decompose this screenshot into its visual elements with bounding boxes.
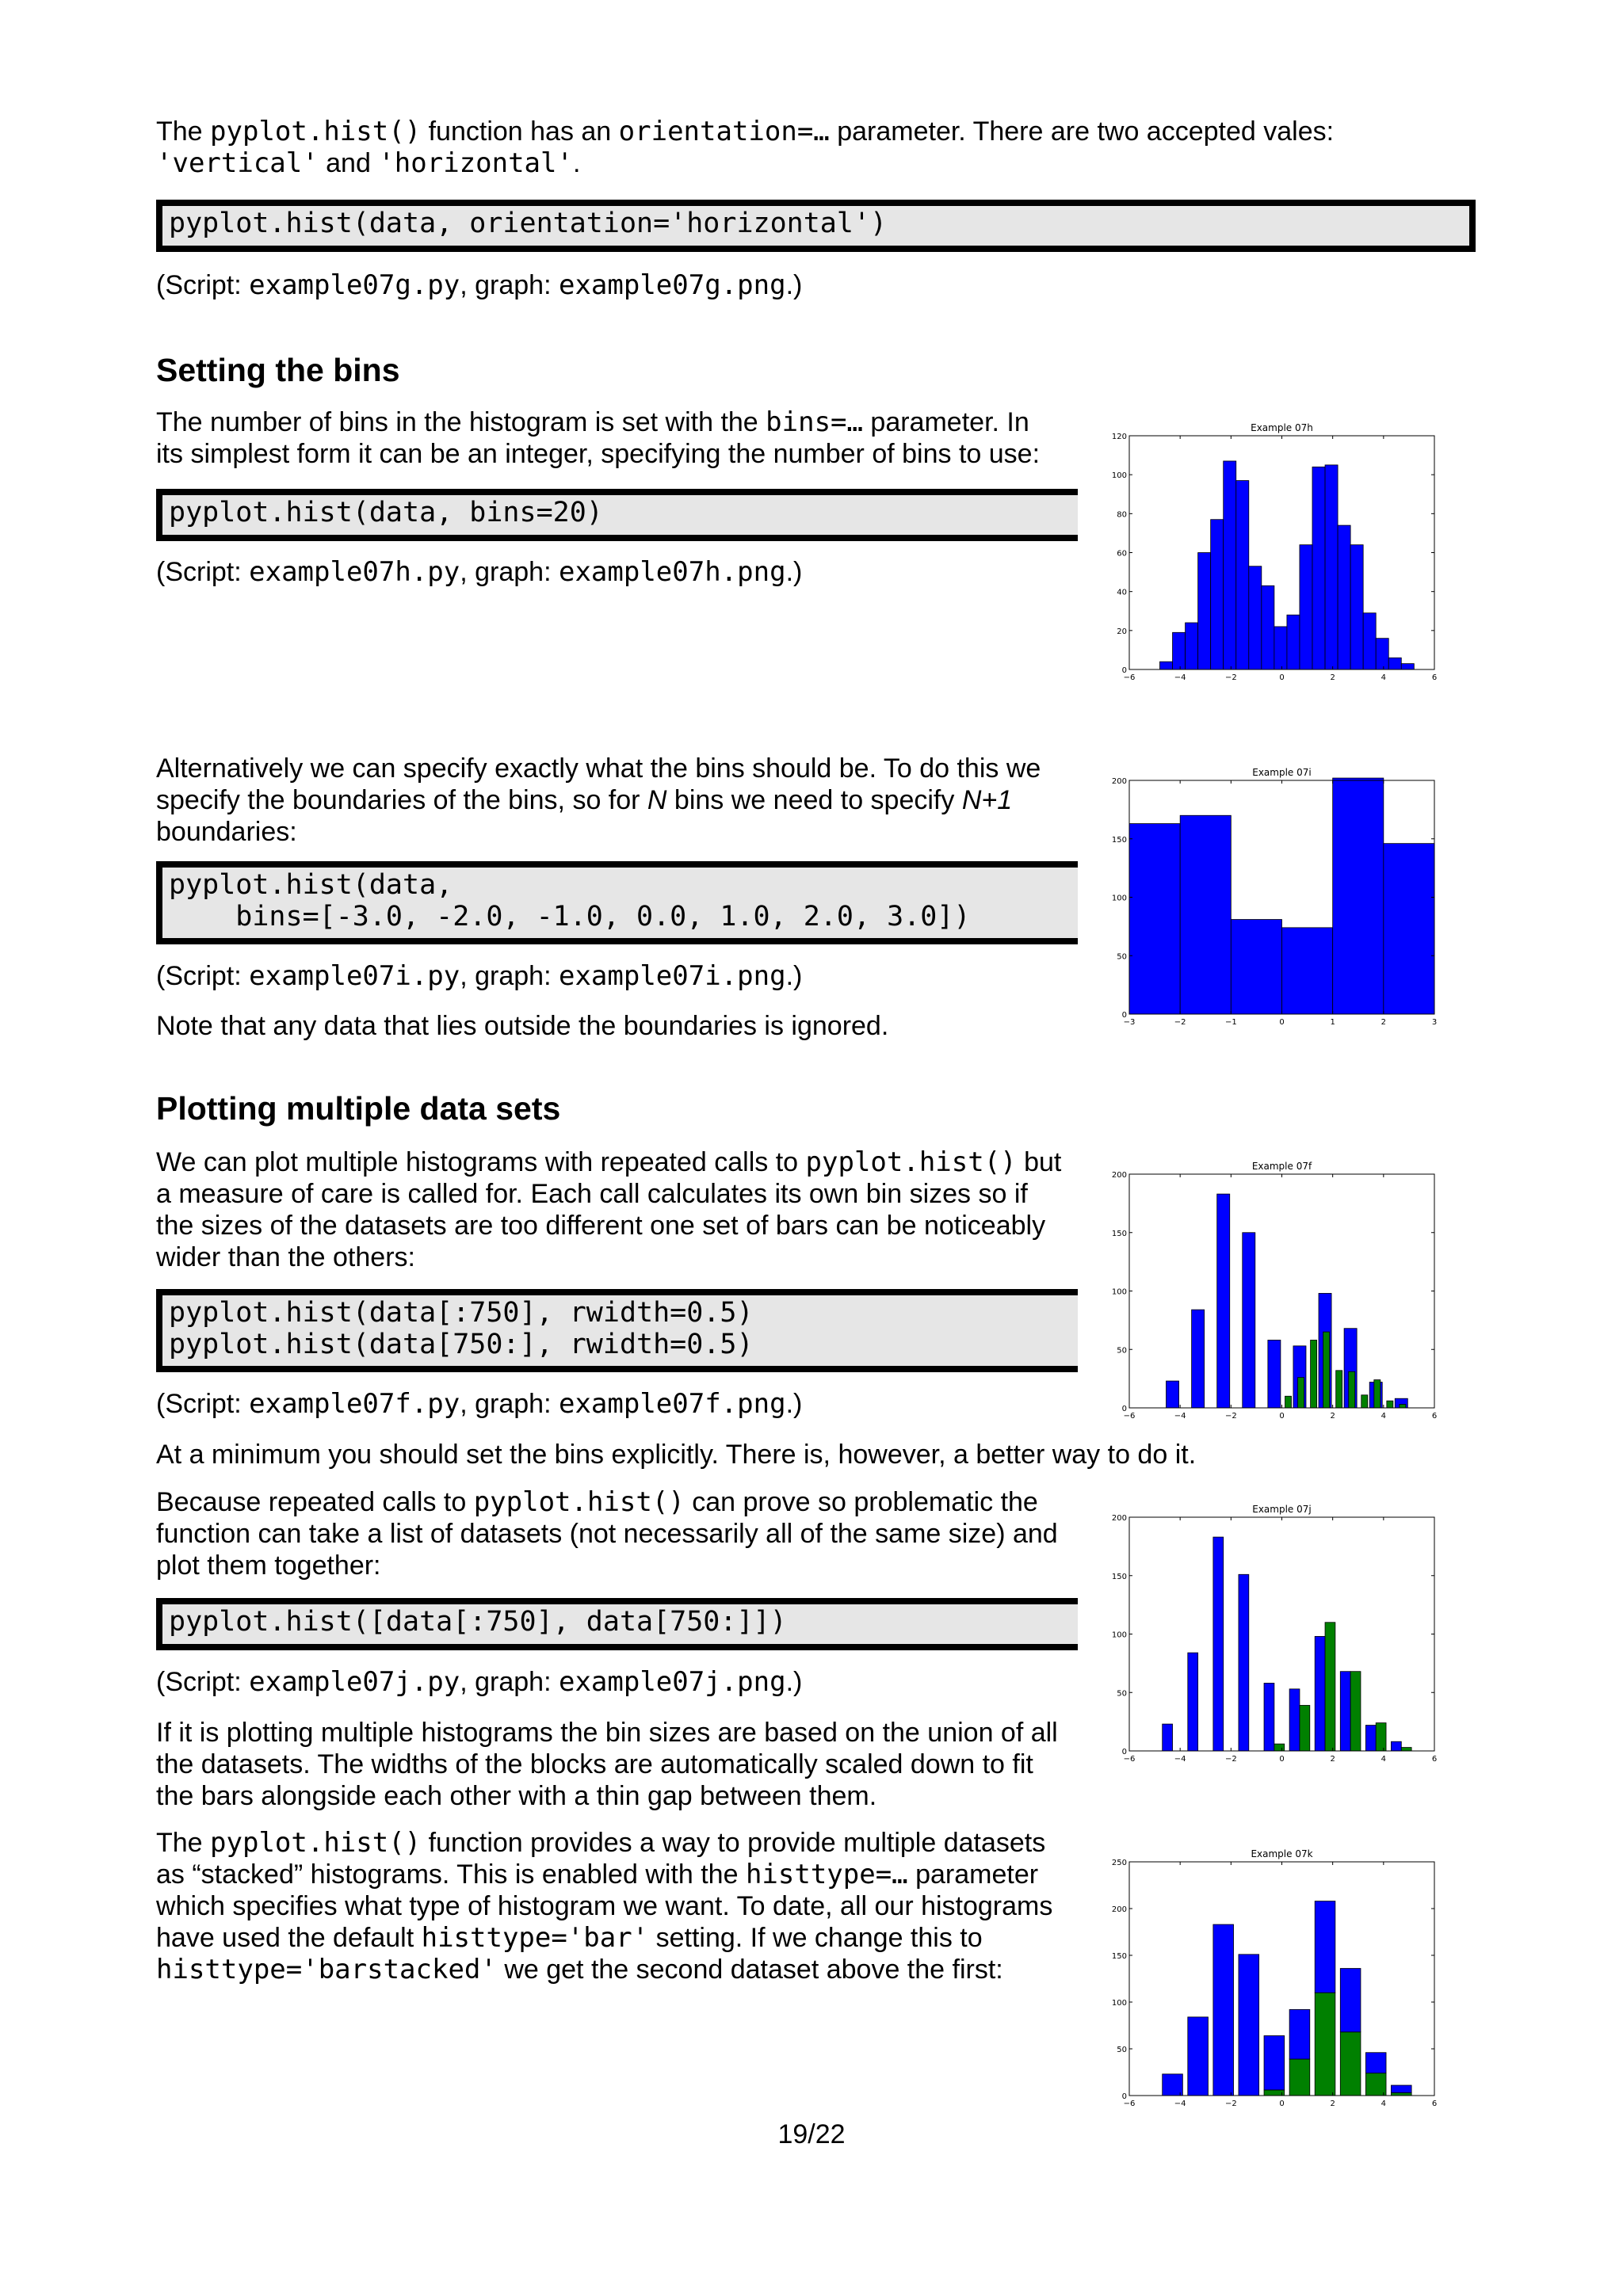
histogram-bar xyxy=(1180,815,1231,1014)
histogram-bar-blue xyxy=(1365,1726,1376,1751)
y-tick-label: 50 xyxy=(1117,2046,1127,2054)
histogram-bar-green xyxy=(1311,1340,1317,1408)
x-tick-label: −4 xyxy=(1174,673,1186,681)
union-paragraph: If it is plotting multiple histograms the bin sizes are based on the union of all the datasets. The widths of the blocks are automatically scaled down to fit the bars alongside each other with a thin gap between them. xyxy=(156,1718,1058,1811)
histogram-bar xyxy=(1338,525,1350,669)
stacked-bar-green xyxy=(1340,2032,1361,2096)
stacked-bar-blue xyxy=(1264,2035,1285,2089)
y-tick-label: 120 xyxy=(1111,433,1127,441)
histogram-bar xyxy=(1160,662,1173,669)
stacked-bar-blue xyxy=(1289,2009,1310,2059)
x-tick-label: 2 xyxy=(1330,673,1335,681)
x-tick-label: −4 xyxy=(1174,2100,1186,2107)
histogram-bar-blue xyxy=(1192,1310,1205,1408)
histogram-bar-green xyxy=(1300,1705,1310,1751)
histogram-bar-green xyxy=(1298,1378,1304,1408)
x-tick-label: 0 xyxy=(1279,1755,1285,1763)
histogram-bar xyxy=(1401,664,1414,669)
chart-title: Example 07k xyxy=(1251,1848,1313,1859)
script-caption-i: (Script: example07i.py, graph: example07i.png.) xyxy=(156,960,803,992)
x-tick-label: −4 xyxy=(1174,1755,1186,1763)
y-tick-label: 80 xyxy=(1117,510,1127,520)
heading-multiple-datasets: Plotting multiple data sets xyxy=(156,1090,561,1127)
stacked-bar-green xyxy=(1315,1993,1335,2096)
chart-example-07i xyxy=(1098,765,1446,1026)
chart-example-07k xyxy=(1098,1846,1446,2107)
histogram-bar-blue xyxy=(1268,1340,1281,1408)
x-tick-label: −6 xyxy=(1123,673,1136,681)
x-tick-label: 6 xyxy=(1431,673,1438,681)
stacked-bar-green xyxy=(1365,2073,1386,2096)
y-tick-label: 0 xyxy=(1121,1011,1127,1020)
histogram-bar xyxy=(1249,566,1262,669)
y-tick-label: 50 xyxy=(1117,1689,1127,1699)
histogram-bar xyxy=(1350,545,1363,669)
x-tick-label: 4 xyxy=(1381,1412,1387,1420)
script-caption-g: (Script: example07g.py, graph: example07g.png.) xyxy=(156,269,803,301)
chart-svg-k xyxy=(1098,1846,1446,2107)
stacked-bar-blue xyxy=(1365,2053,1386,2073)
x-tick-label: 4 xyxy=(1381,2100,1387,2107)
chart-example-07j xyxy=(1098,1501,1446,1763)
histogram-bar xyxy=(1325,465,1338,669)
histogram-bar xyxy=(1300,545,1312,669)
x-tick-label: 0 xyxy=(1279,1018,1285,1026)
x-tick-label: 0 xyxy=(1279,2100,1285,2107)
histogram-bar-blue xyxy=(1315,1636,1325,1751)
y-tick-label: 0 xyxy=(1121,2092,1127,2101)
histogram-bar-blue xyxy=(1188,1653,1198,1751)
multi-paragraph: We can plot multiple histograms with repeated calls to pyplot.hist() but a measure of care is called for. Each call calculates its own bin sizes so if the sizes of the datasets are too different one set of bars can be noticeably wider than the others: xyxy=(156,1146,1062,1272)
x-tick-label: 6 xyxy=(1431,2100,1438,2107)
y-tick-label: 100 xyxy=(1111,471,1127,481)
chart-svg-f xyxy=(1098,1158,1446,1420)
script-caption-f: (Script: example07f.py, graph: example07f.png.) xyxy=(156,1388,803,1420)
chart-example-07f xyxy=(1098,1158,1446,1420)
y-tick-label: 100 xyxy=(1111,894,1127,903)
x-tick-label: −2 xyxy=(1224,1755,1237,1763)
x-tick-label: −2 xyxy=(1224,1412,1237,1420)
histogram-bar-green xyxy=(1336,1371,1342,1408)
code-block-h: pyplot.hist(data, bins=20) xyxy=(156,489,1078,541)
y-tick-label: 200 xyxy=(1111,1905,1127,1914)
x-tick-label: −4 xyxy=(1174,1412,1186,1420)
because-paragraph: Because repeated calls to pyplot.hist() can prove so problematic the function can take a list of datasets (not necessarily all of the same size) and plot them together: xyxy=(156,1486,1058,1581)
x-tick-label: 6 xyxy=(1431,1755,1438,1763)
y-tick-label: 40 xyxy=(1117,588,1127,597)
histogram-bar-green xyxy=(1350,1672,1361,1751)
stacked-bar-green xyxy=(1264,2090,1285,2096)
y-tick-label: 100 xyxy=(1111,1999,1127,2008)
x-tick-label: 4 xyxy=(1381,1755,1387,1763)
x-tick-label: 2 xyxy=(1381,1018,1387,1026)
code-block-f: pyplot.hist(data[:750], rwidth=0.5) pyplot.hist(data[750:], rwidth=0.5) xyxy=(156,1289,1078,1372)
stacked-bar-blue xyxy=(1188,2017,1209,2096)
y-tick-label: 100 xyxy=(1111,1630,1127,1640)
histogram-bar xyxy=(1287,615,1300,669)
y-tick-label: 0 xyxy=(1121,1405,1127,1413)
y-tick-label: 200 xyxy=(1111,777,1127,786)
histogram-bar-blue xyxy=(1163,1724,1173,1751)
chart-title: Example 07j xyxy=(1252,1504,1312,1515)
histogram-bar-blue xyxy=(1217,1194,1230,1408)
x-tick-label: 2 xyxy=(1330,2100,1335,2107)
alternative-paragraph: Alternatively we can specify exactly what the bins should be. To do this we specify the boundaries of the bins, so for N bins we need to specify N+1 boundaries: xyxy=(156,753,1041,847)
chart-svg-h xyxy=(1098,420,1446,681)
x-tick-label: 0 xyxy=(1279,673,1285,681)
heading-setting-bins: Setting the bins xyxy=(156,352,400,388)
histogram-bar xyxy=(1231,920,1281,1014)
code-block-j: pyplot.hist([data[:750], data[750:]]) xyxy=(156,1598,1078,1650)
histogram-bar-blue xyxy=(1167,1381,1179,1408)
histogram-bar-blue xyxy=(1264,1683,1274,1751)
histogram-bar-green xyxy=(1285,1396,1292,1408)
script-caption-h: (Script: example07h.py, graph: example07h.png.) xyxy=(156,556,803,588)
histogram-bar xyxy=(1388,658,1401,669)
histogram-bar xyxy=(1198,553,1211,670)
histogram-bar xyxy=(1262,585,1274,669)
x-tick-label: −6 xyxy=(1123,1755,1136,1763)
intro-paragraph: The pyplot.hist() function has an orientation=… parameter. There are two accepted vales: 'vertical' and 'horizontal'. xyxy=(156,116,1335,179)
histogram-bar-blue xyxy=(1340,1672,1350,1751)
note-paragraph: Note that any data that lies outside the boundaries is ignored. xyxy=(156,1011,889,1041)
histogram-bar-green xyxy=(1323,1332,1330,1408)
x-tick-label: −1 xyxy=(1224,1018,1237,1026)
script-caption-j: (Script: example07j.py, graph: example07j.png.) xyxy=(156,1666,803,1698)
page-number: 19/22 xyxy=(777,2119,846,2149)
y-tick-label: 0 xyxy=(1121,666,1127,675)
plot-frame xyxy=(1129,1174,1434,1408)
x-tick-label: 4 xyxy=(1381,673,1387,681)
x-tick-label: 0 xyxy=(1279,1412,1285,1420)
y-tick-label: 150 xyxy=(1111,835,1127,845)
x-tick-label: 2 xyxy=(1330,1412,1335,1420)
y-tick-label: 250 xyxy=(1111,1859,1127,1867)
chart-example-07h xyxy=(1098,420,1446,681)
stacked-paragraph: The pyplot.hist() function provides a way to provide multiple datasets as “stacked” histograms. This is enabled with the histtype=… parameter which specifies what type of histogram we want. To date, all our histograms have used the default histtype='bar' setting. If we change this to histtype='barstacked' we get the second dataset above the first: xyxy=(156,1827,1053,1985)
histogram-bar xyxy=(1236,481,1249,669)
histogram-bar-blue xyxy=(1243,1233,1255,1408)
x-tick-label: −2 xyxy=(1174,1018,1186,1026)
histogram-bar xyxy=(1282,928,1333,1014)
histogram-bar-green xyxy=(1387,1401,1393,1408)
histogram-bar-green xyxy=(1400,1405,1406,1408)
stacked-bar-blue xyxy=(1340,1969,1361,2032)
y-tick-label: 20 xyxy=(1117,627,1127,636)
stacked-bar-blue xyxy=(1163,2074,1183,2096)
stacked-bar-blue xyxy=(1213,1924,1234,2096)
y-tick-label: 50 xyxy=(1117,952,1127,962)
x-tick-label: −3 xyxy=(1123,1018,1136,1026)
histogram-bar-green xyxy=(1376,1723,1386,1751)
y-tick-label: 150 xyxy=(1111,1229,1127,1238)
y-tick-label: 150 xyxy=(1111,1952,1127,1961)
histogram-bar-green xyxy=(1401,1748,1411,1751)
histogram-bar-blue xyxy=(1289,1689,1300,1751)
histogram-bar xyxy=(1129,824,1180,1014)
stacked-bar-blue xyxy=(1315,1901,1335,1993)
y-tick-label: 150 xyxy=(1111,1572,1127,1581)
histogram-bar-green xyxy=(1374,1380,1381,1408)
histogram-bar xyxy=(1363,613,1376,669)
chart-title: Example 07i xyxy=(1252,767,1312,778)
y-tick-label: 0 xyxy=(1121,1748,1127,1756)
y-tick-label: 200 xyxy=(1111,1171,1127,1180)
x-tick-label: −6 xyxy=(1123,2100,1136,2107)
histogram-bar-blue xyxy=(1213,1537,1224,1751)
stacked-bar-blue xyxy=(1239,1955,1259,2096)
code-block-i: pyplot.hist(data, bins=[-3.0, -2.0, -1.0, 0.0, 1.0, 2.0, 3.0]) xyxy=(156,861,1078,944)
chart-title: Example 07f xyxy=(1251,1161,1312,1172)
histogram-bar-green xyxy=(1349,1371,1355,1408)
histogram-bar-blue xyxy=(1391,1741,1401,1751)
chart-svg-i xyxy=(1098,765,1446,1026)
code-block-g: pyplot.hist(data, orientation='horizontal') xyxy=(156,200,1476,252)
histogram-bar xyxy=(1173,632,1186,669)
bins-paragraph: The number of bins in the histogram is set with the bins=… parameter. In its simplest form it can be an integer, specifying the number of bins to use: xyxy=(156,406,1041,469)
histogram-bar xyxy=(1376,639,1388,669)
histogram-bar xyxy=(1274,627,1287,669)
histogram-bar-green xyxy=(1325,1623,1335,1751)
histogram-bar xyxy=(1224,461,1236,669)
y-tick-label: 100 xyxy=(1111,1287,1127,1297)
histogram-bar xyxy=(1211,520,1224,669)
chart-title: Example 07h xyxy=(1251,422,1313,433)
x-tick-label: −2 xyxy=(1224,673,1237,681)
histogram-bar-green xyxy=(1274,1744,1285,1751)
histogram-bar-blue xyxy=(1239,1574,1249,1751)
x-tick-label: 6 xyxy=(1431,1412,1438,1420)
x-tick-label: −2 xyxy=(1224,2100,1237,2107)
x-tick-label: −6 xyxy=(1123,1412,1136,1420)
y-tick-label: 60 xyxy=(1117,549,1127,559)
plot-frame xyxy=(1129,1517,1434,1751)
chart-svg-j xyxy=(1098,1501,1446,1763)
stacked-bar-green xyxy=(1289,2059,1310,2096)
histogram-bar xyxy=(1384,844,1434,1014)
histogram-bar xyxy=(1186,623,1198,669)
y-tick-label: 200 xyxy=(1111,1514,1127,1523)
y-tick-label: 50 xyxy=(1117,1346,1127,1356)
x-tick-label: 3 xyxy=(1431,1018,1438,1026)
histogram-bar xyxy=(1312,467,1325,669)
histogram-bar-green xyxy=(1361,1395,1368,1408)
x-tick-label: 1 xyxy=(1330,1018,1335,1026)
minimum-paragraph: At a minimum you should set the bins explicitly. There is, however, a better way to do it. xyxy=(156,1440,1197,1470)
histogram-bar xyxy=(1333,778,1384,1014)
x-tick-label: 2 xyxy=(1330,1755,1335,1763)
stacked-bar-blue xyxy=(1391,2085,1411,2092)
stacked-bar-green xyxy=(1391,2092,1411,2096)
